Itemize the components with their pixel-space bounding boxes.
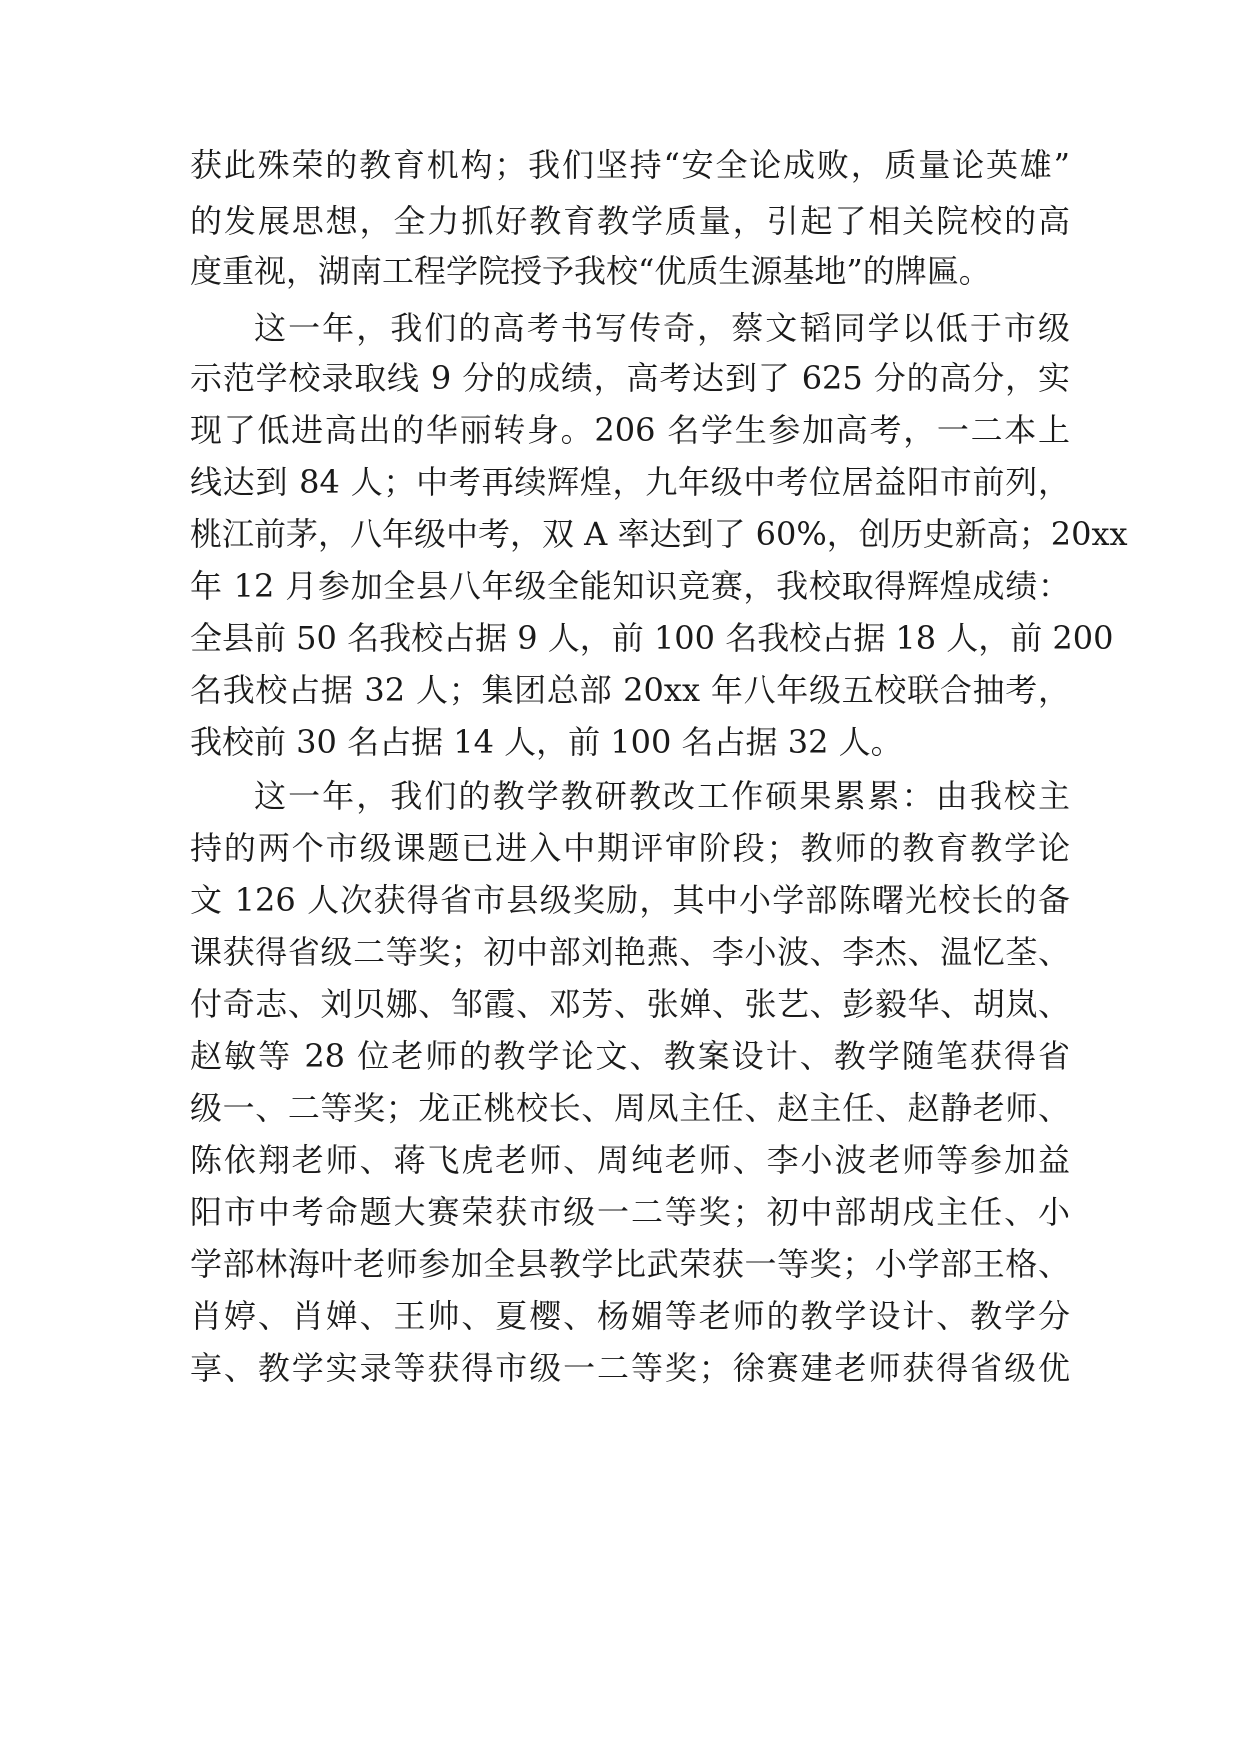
text-line: 阳市中考命题大赛荣获市级一二等奖；初中部胡戌主任、小 xyxy=(190,1193,1070,1231)
text-line: 级一、二等奖；龙正桃校长、周凤主任、赵主任、赵静老师、 xyxy=(190,1089,1070,1127)
text-line: 示范学校录取线 9 分的成绩，高考达到了 625 分的高分，实 xyxy=(190,359,1070,397)
text-line: 桃江前茅，八年级中考，双 A 率达到了 60%，创历史新高；20xx xyxy=(190,515,1128,553)
text-line: 的发展思想，全力抓好教育教学质量，引起了相关院校的高 xyxy=(190,202,1070,240)
text-line: 这一年，我们的教学教研教改工作硕果累累：由我校主 xyxy=(254,777,1070,815)
text-line: 课获得省级二等奖；初中部刘艳燕、李小波、李杰、温忆荃、 xyxy=(190,933,1070,971)
text-line: 我校前 30 名占据 14 人，前 100 名占据 32 人。 xyxy=(190,723,903,761)
text-line: 获此殊荣的教育机构；我们坚持“安全论成败，质量论英雄” xyxy=(190,146,1070,184)
text-line: 持的两个市级课题已进入中期评审阶段；教师的教育教学论 xyxy=(190,829,1070,867)
text-line: 年 12 月参加全县八年级全能知识竞赛，我校取得辉煌成绩： xyxy=(190,567,1070,605)
text-line: 付奇志、刘贝娜、邹霞、邓芳、张婵、张艺、彭毅华、胡岚、 xyxy=(190,985,1070,1023)
text-line: 文 126 人次获得省市县级奖励，其中小学部陈曙光校长的备 xyxy=(190,881,1070,919)
text-line: 享、教学实录等获得市级一二等奖；徐赛建老师获得省级优 xyxy=(190,1349,1070,1387)
text-line: 这一年，我们的高考书写传奇，蔡文韬同学以低于市级 xyxy=(254,309,1070,347)
text-line: 线达到 84 人；中考再续辉煌，九年级中考位居益阳市前列， xyxy=(190,463,1070,501)
text-line: 陈依翔老师、蒋飞虎老师、周纯老师、李小波老师等参加益 xyxy=(190,1141,1070,1179)
text-line: 现了低进高出的华丽转身。206 名学生参加高考，一二本上 xyxy=(190,411,1070,449)
text-line: 赵敏等 28 位老师的教学论文、教案设计、教学随笔获得省 xyxy=(190,1037,1070,1075)
text-line: 度重视，湖南工程学院授予我校“优质生源基地”的牌匾。 xyxy=(190,252,991,290)
text-line: 肖婷、肖婵、王帅、夏樱、杨媚等老师的教学设计、教学分 xyxy=(190,1297,1070,1335)
text-line: 全县前 50 名我校占据 9 人，前 100 名我校占据 18 人，前 200 xyxy=(190,619,1114,657)
text-line: 学部林海叶老师参加全县教学比武荣获一等奖；小学部王格、 xyxy=(190,1245,1070,1283)
text-line: 名我校占据 32 人；集团总部 20xx 年八年级五校联合抽考， xyxy=(190,671,1070,709)
